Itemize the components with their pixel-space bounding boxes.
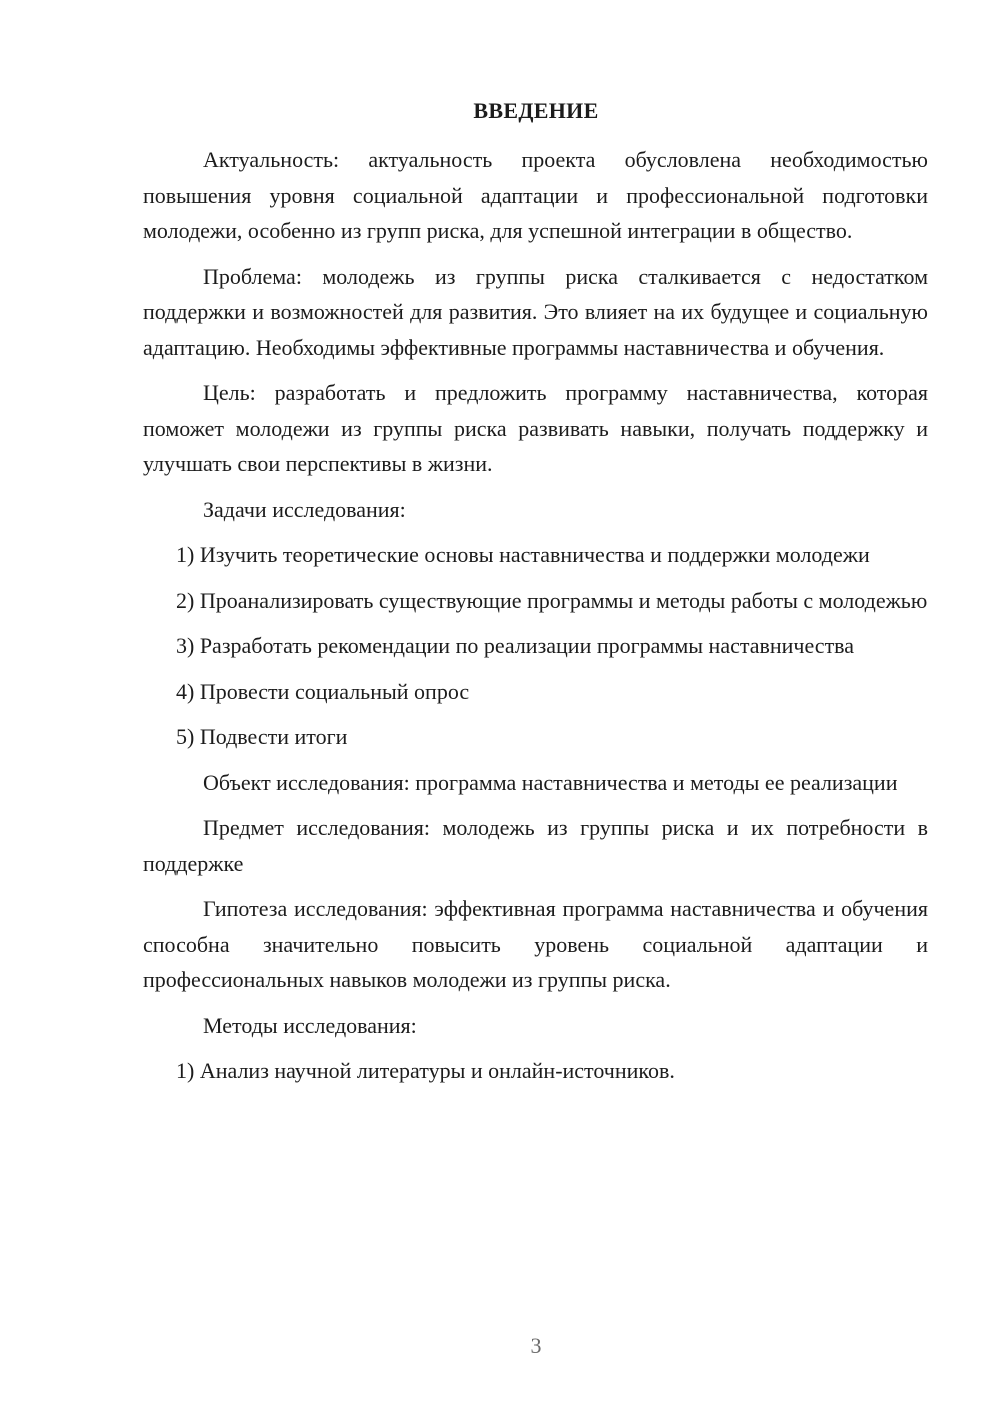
paragraph-methods-heading: Методы исследования:: [203, 1012, 417, 1038]
task-item-3: 3) Разработать рекомендации по реализации программы наставничества: [176, 633, 855, 658]
paragraph-object: Объект исследования: программа наставничества и методы ее реализации: [203, 769, 898, 795]
task-item-1: 1) Изучить теоретические основы наставничества и поддержки молодежи: [176, 542, 870, 567]
paragraph-goal: Цель: разработать и предложить программу наставничества, которая поможет молодежи из группы риска развивать навыки, получать поддержку и улучшать свои перспективы в жизни.: [143, 380, 928, 476]
paragraph-hypothesis: Гипотеза исследования: эффективная программа наставничества и обучения способна значительно повысить уровень социальной адаптации и профессиональных навыков молодежи из группы риска.: [143, 896, 928, 992]
body-text: [143, 142, 928, 1099]
paragraph-tasks-heading: Задачи исследования:: [203, 496, 406, 522]
method-item-1: 1) Анализ научной литературы и онлайн-источников.: [176, 1058, 675, 1083]
task-item-2: 2) Проанализировать существующие программы и методы работы с молодежью: [176, 587, 928, 613]
task-item-4: 4) Провести социальный опрос: [176, 678, 470, 704]
paragraph-problem: Проблема: молодежь из группы риска сталкивается с недостатком поддержки и возможностей для развития. Это влияет на их будущее и социальную адаптацию. Необходимы эффективные программы наставничества и обучения.: [143, 263, 928, 360]
section-title: ВВЕДЕНИЕ: [473, 98, 599, 123]
task-item-5: 5) Подвести итоги: [176, 724, 348, 749]
paragraph-relevance: Актуальность: актуальность проекта обусловлена необходимостью повышения уровня социальной адаптации и профессиональной подготовки молодежи, особенно из групп риска, для успешной интеграции в общество.: [143, 147, 928, 243]
paragraph-subject: Предмет исследования: молодежь из группы риска и их потребности в поддержке: [143, 815, 928, 876]
page-number: 3: [530, 1333, 542, 1358]
